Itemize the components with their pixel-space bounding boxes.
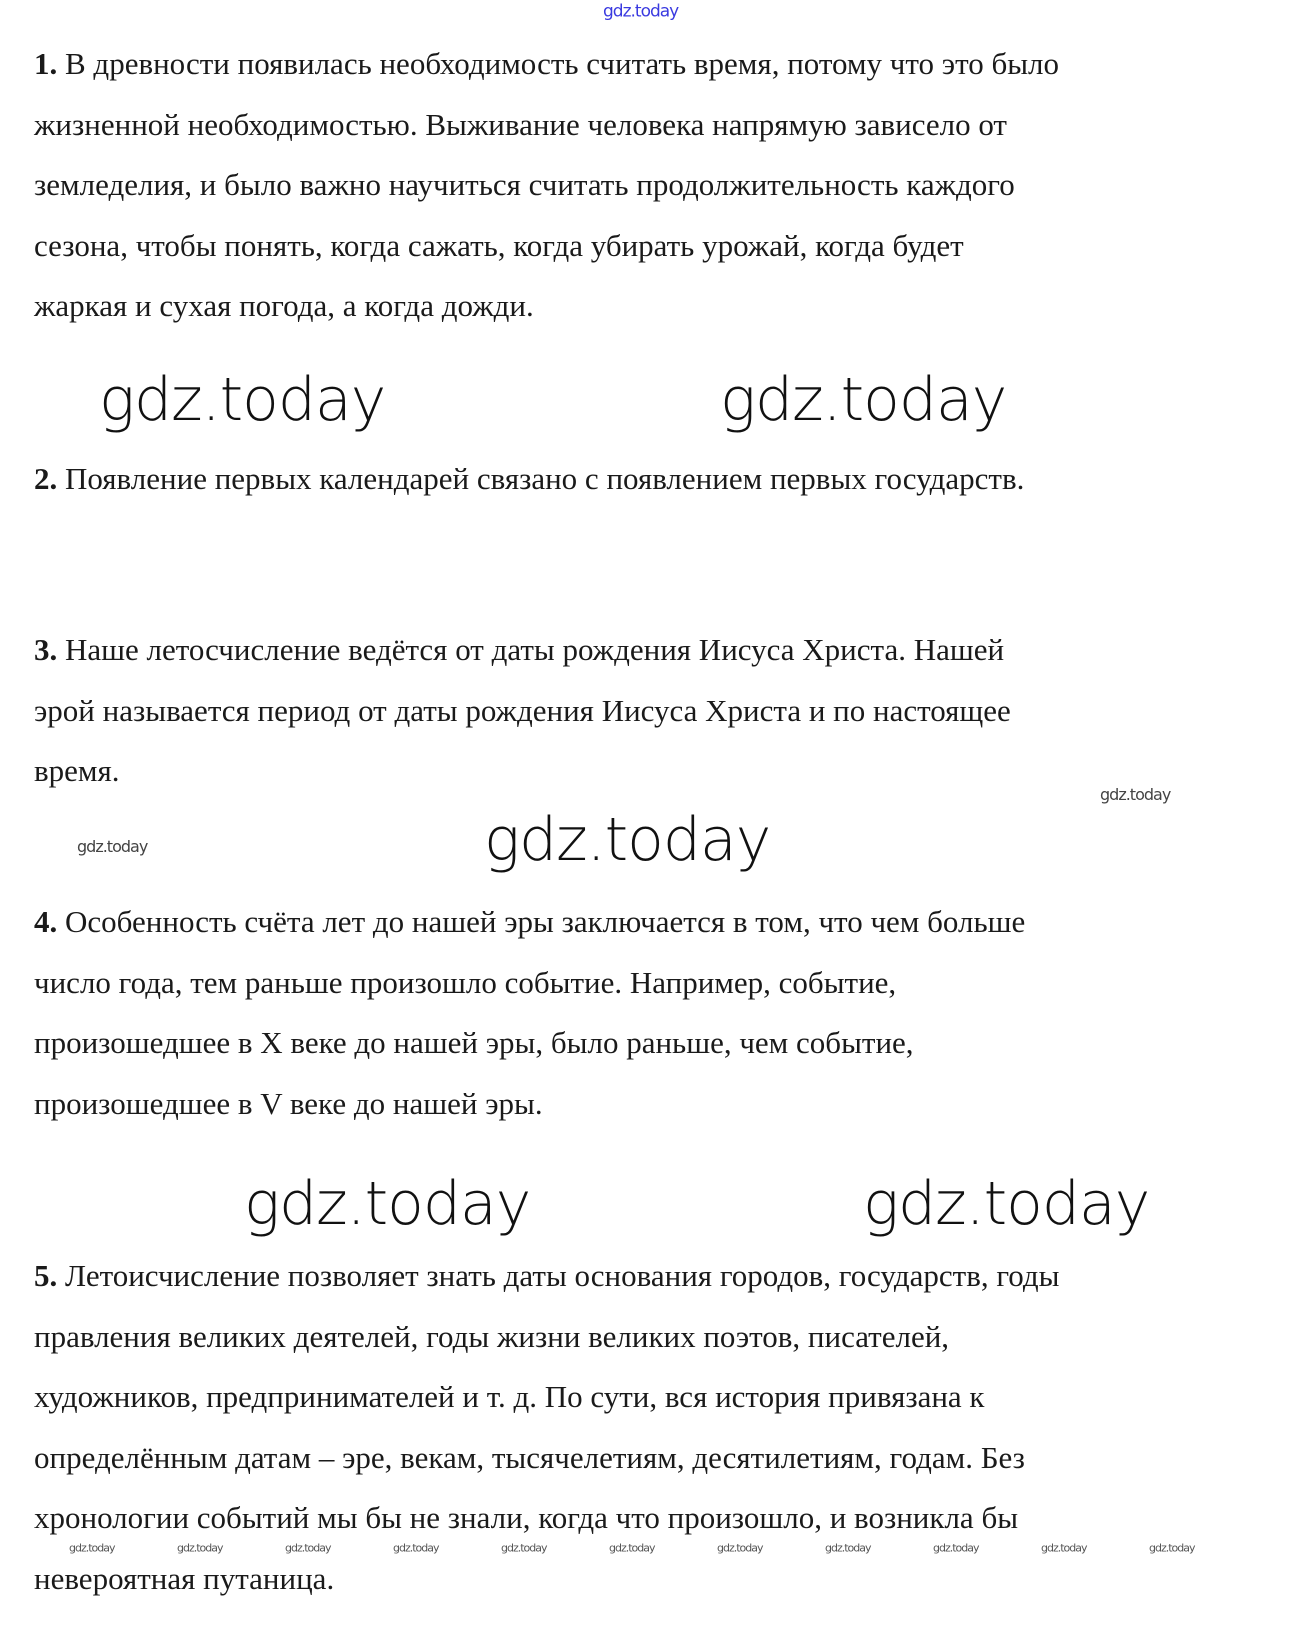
watermark: gdz.today [1100, 785, 1171, 804]
paragraph-line [34, 107, 1007, 143]
paragraph-line [34, 228, 964, 264]
watermark: gdz.today [99, 365, 386, 435]
paragraph-number: 4. [34, 904, 58, 939]
paragraph-text: правления великих деятелей, годы жизни великих поэтов, писателей, [34, 1318, 950, 1354]
paragraph-text: Летоисчисление позволяет знать даты основания городов, государств, годы [57, 1258, 1060, 1293]
paragraph-line [34, 1561, 334, 1597]
paragraph-text: жизненной необходимостью. Выживание человека напрямую зависело от [34, 106, 1007, 142]
paragraph-text: В древности появилась необходимость считать время, потому что это было [57, 46, 1060, 81]
paragraph-line [34, 904, 1025, 940]
watermark: gdz.today [933, 1541, 979, 1555]
watermark: gdz.today [393, 1541, 439, 1555]
paragraph-text: определённым датам – эре, векам, тысячелетиям, десятилетиям, годам. Без [34, 1439, 1025, 1475]
watermark: gdz.today [1041, 1541, 1087, 1555]
watermark: gdz.today [69, 1541, 115, 1555]
paragraph-line [34, 167, 1015, 203]
paragraph-line [34, 1319, 949, 1355]
paragraph-text: произошедшее в V веке до нашей эры. [34, 1085, 543, 1121]
paragraph-line [34, 1500, 1018, 1536]
paragraph-line [34, 1025, 914, 1061]
paragraph-line [34, 1086, 543, 1122]
answer-paragraph-3 [34, 632, 1011, 814]
watermark: gdz.today [177, 1541, 223, 1555]
paragraph-number: 1. [34, 46, 58, 81]
paragraph-text: Наше летосчисление ведётся от даты рождения Иисуса Христа. Нашей [57, 632, 1005, 667]
paragraph-text: время. [34, 753, 120, 789]
paragraph-text: эрой называется период от даты рождения Иисуса Христа и по настоящее [34, 692, 1011, 728]
paragraph-text: невероятная путаница. [34, 1560, 335, 1596]
paragraph-text: Появление первых календарей связано с появлением первых государств. [57, 461, 1025, 496]
paragraph-number: 2. [34, 461, 58, 496]
watermark: gdz.today [285, 1541, 331, 1555]
paragraph-line [34, 632, 1004, 668]
watermark-top: gdz.today [603, 1, 679, 22]
watermark: gdz.today [717, 1541, 763, 1555]
watermark: gdz.today [501, 1541, 547, 1555]
paragraph-text: жаркая и сухая погода, а когда дожди. [34, 288, 534, 324]
paragraph-text: произошедшее в X веке до нашей эры, было раньше, чем событие, [34, 1025, 914, 1061]
paragraph-line [34, 1258, 1060, 1294]
paragraph-text: земледелия, и было важно научиться считать продолжительность каждого [34, 167, 1015, 203]
watermark: gdz.today [609, 1541, 655, 1555]
paragraph-text: число года, тем раньше произошло событие. Например, событие, [34, 964, 897, 1000]
watermark: gdz.today [825, 1541, 871, 1555]
paragraph-text: художников, предпринимателей и т. д. По сути, вся история привязана к [34, 1379, 985, 1415]
paragraph-text: Особенность счёта лет до нашей эры заключается в том, что чем больше [57, 904, 1026, 939]
paragraph-number: 3. [34, 632, 58, 667]
watermark: gdz.today [244, 1169, 531, 1239]
answer-paragraph-2 [34, 461, 1024, 522]
paragraph-line [34, 753, 120, 789]
answer-paragraph-4 [34, 904, 1025, 1146]
watermark: gdz.today [484, 805, 771, 875]
paragraph-line [34, 1379, 985, 1415]
answer-paragraph-5 [34, 1258, 1060, 1622]
paragraph-line [34, 693, 1011, 729]
watermark: gdz.today [863, 1169, 1150, 1239]
paragraph-line [34, 46, 1059, 82]
paragraph-text: хронологии событий мы бы не знали, когда что произошло, и возникла бы [34, 1500, 1019, 1536]
paragraph-line [34, 288, 534, 324]
paragraph-text: сезона, чтобы понять, когда сажать, когда убирать урожай, когда будет [34, 227, 964, 263]
answer-paragraph-1 [34, 46, 1059, 349]
watermark: gdz.today [77, 837, 148, 856]
watermark: gdz.today [720, 365, 1007, 435]
paragraph-line [34, 1440, 1025, 1476]
watermark: gdz.today [1149, 1541, 1195, 1555]
paragraph-line [34, 461, 1024, 497]
paragraph-number: 5. [34, 1258, 58, 1293]
paragraph-line [34, 965, 896, 1001]
